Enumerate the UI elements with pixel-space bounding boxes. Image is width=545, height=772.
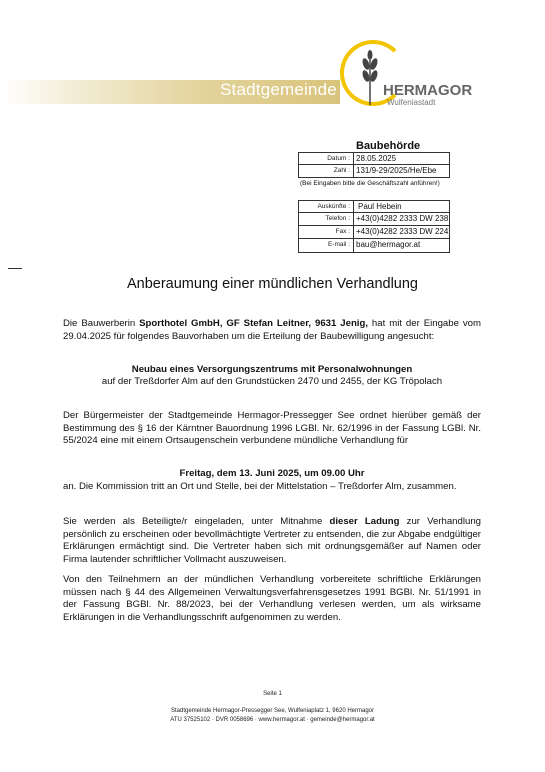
intro-paragraph <box>63 318 481 343</box>
intro-text-rest: hat mit der Eingabe vom 29.04.2025 für folgendes Bauvorhaben um die Erteilung der Baubewilligung angesucht: <box>63 318 482 342</box>
logo-name: HERMAGOR <box>383 82 473 99</box>
contact-row-divider-1 <box>298 212 450 213</box>
invitation-text: Sie werden als Beteiligte/r eingeladen, unter Mitnahme <box>63 516 330 527</box>
email-link[interactable]: bau@hermagor.at <box>356 240 421 249</box>
telefon-value: +43(0)4282 2333 DW 238 <box>356 214 449 223</box>
telefon-label: Telefon : <box>325 215 350 222</box>
datum-label: Datum : <box>327 155 350 162</box>
reference-note: (Bei Eingaben bitte die Geschäftszahl anführen!) <box>300 180 440 187</box>
footer-contact: ATU 37525102 · DVR 0058696 · www.hermagor.at · gemeinde@hermagor.at <box>170 717 375 723</box>
contact-divider <box>353 200 354 252</box>
reference-row-divider <box>298 164 450 165</box>
statements-paragraph: Von den Teilnehmern an der mündlichen Verhandlung vorbereitete schriftliche Erklärungen müssen nach § 44 des Allgemeinen Verwaltungsverfahrensgesetzes 1991 BGBl. Nr. 51/1991 in der Fassung BGBl. Nr. 88/2023, bei der Verhandlung verlesen werden, um als wirksame Erklärungen in die Verhandlungsschrift aufgenommen zu werden. <box>63 574 481 623</box>
contact-row-divider-3 <box>298 238 450 239</box>
project-location: auf der Treßdorfer Alm auf den Grundstücken 2470 und 2455, der KG Tröpolach <box>101 376 443 387</box>
datum-value: 28.05.2025 <box>356 154 397 163</box>
order-paragraph: Der Bürgermeister der Stadtgemeinde Hermagor-Pressegger See ordnet hierüber gemäß der Bestimmung des § 16 der Kärntner Bauordnung 1996 LGBl. Nr. 62/1996 in der Fassung LGBl. Nr. 55/2024 eine mit einem Ortsaugenschein verbundene mündliche Verhandlung für <box>63 410 481 446</box>
auskunft-label: Auskünfte : <box>317 203 350 210</box>
invitation-paragraph <box>63 516 481 566</box>
fax-value: +43(0)4282 2333 DW 224 <box>356 227 449 236</box>
invitation-text-rest: zur Verhandlung persönlich zu erscheinen oder bevollmächtigte Vertreter zu entsenden, die zur Abgabe endgültiger Erklärungen ermächtigt sind. Die Vertreter haben sich mit ordnungsgemäßer auf Namen oder Firma lautender schriftlicher Vollmacht auszuweisen. <box>63 516 481 565</box>
zahl-value: 131/9-29/2025/He/Ebe <box>356 166 437 175</box>
fold-mark <box>8 268 22 269</box>
authority-heading: Baubehörde <box>356 140 421 152</box>
banner-text: Stadtgemeinde <box>220 80 337 99</box>
auskunft-value: Paul Hebein <box>358 202 402 211</box>
footer-address: Stadtgemeinde Hermagor-Pressegger See, Wulfeniaplatz 1, 9620 Hermagor <box>171 708 374 714</box>
page-number: Seite 1 <box>263 691 282 697</box>
meeting-location: an. Die Kommission tritt an Ort und Stelle, bei der Mittelstation – Treßdorfer Alm, zusammen. <box>63 481 457 492</box>
email-label: E-mail : <box>327 241 350 248</box>
fax-label: Fax : <box>335 228 350 235</box>
logo-subtitle: Wulfeniastadt <box>387 98 436 107</box>
project-title: Neubau eines Versorgungszentrums mit Personalwohnungen <box>131 364 413 375</box>
contact-row-divider-2 <box>298 225 450 226</box>
applicant-name: Sporthotel GmbH, GF Stefan Leitner, 9631 Jenig, <box>139 318 368 329</box>
intro-text: Die Bauwerberin <box>63 318 140 329</box>
wheat-logo-icon <box>355 50 385 105</box>
hearing-date: Freitag, dem 13. Juni 2025, um 09.00 Uhr <box>179 468 365 479</box>
page-title: Anberaumung einer mündlichen Verhandlung <box>126 276 418 292</box>
zahl-label: Zahl : <box>333 167 350 174</box>
invitation-emphasis: dieser Ladung <box>329 516 400 527</box>
